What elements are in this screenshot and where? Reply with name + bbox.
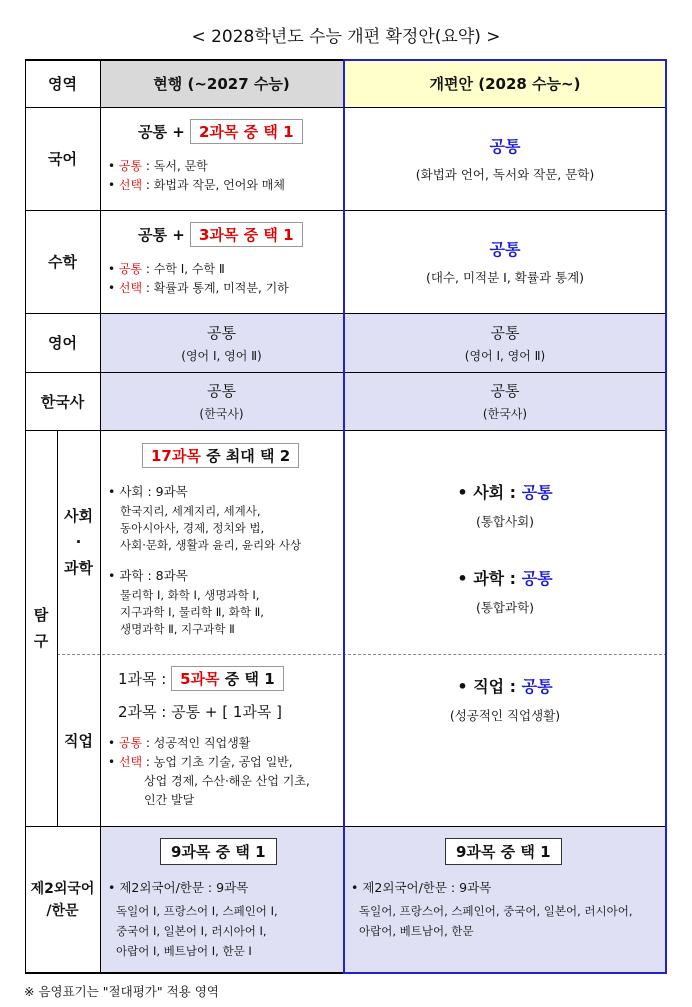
math-cur-bullet1: • 공통 : 수학 Ⅰ, 수학 Ⅱ <box>108 262 225 276</box>
tag: 공통 <box>118 159 143 173</box>
english-reform <box>343 313 667 372</box>
korean-new-title: 공통 <box>489 137 521 156</box>
korean-current <box>100 107 343 210</box>
row-label-history <box>25 372 100 430</box>
new-voc-sub: (성공적인 직업생활) <box>449 708 561 723</box>
footnote: ※ 음영표기는 "절대평가" 적용 영역 <box>24 984 219 999</box>
korean-cur-bullet1: • 공통 : 독서, 문학 <box>108 159 208 173</box>
new-social-label: • 사회 : <box>457 483 522 502</box>
history-reform <box>343 372 667 430</box>
sci-list3: 생명과학 Ⅱ, 지구과학 Ⅱ <box>120 622 235 636</box>
divider <box>25 107 667 108</box>
korean-label: 국어 <box>48 150 77 168</box>
row-label-vocational <box>57 654 100 826</box>
english-current <box>100 313 343 372</box>
social-list1: 한국지리, 세계지리, 세계사, <box>120 504 261 518</box>
text: : 농업 기초 기술, 공업 일반, <box>142 755 293 769</box>
border-bottom <box>25 972 667 974</box>
new-sci-label: • 과학 : <box>457 569 522 588</box>
new-sci-value: 공통 <box>521 569 553 588</box>
divider <box>25 372 667 373</box>
social-list2: 동아시아사, 경제, 정치와 법, <box>120 521 265 535</box>
voc-current <box>100 654 343 826</box>
tag: 공통 <box>118 736 143 750</box>
sci-list1: 물리학 Ⅰ, 화학 Ⅰ, 생명과학 Ⅰ, <box>120 588 260 602</box>
divider <box>25 826 667 827</box>
tag: 선택 <box>118 178 143 192</box>
divider <box>25 430 667 431</box>
voc-bullet2-line3: 인간 발달 <box>144 793 195 807</box>
socsci-reform <box>343 430 667 654</box>
sci-list2: 지구과학 Ⅰ, 물리학 Ⅱ, 화학 Ⅱ, <box>120 605 264 619</box>
voc-bullet1: • 공통 : 성공적인 직업생활 <box>108 736 251 750</box>
text: : 수학 Ⅰ, 수학 Ⅱ <box>142 262 225 276</box>
row-label-math <box>25 210 100 313</box>
history-cur-title: 공통 <box>207 382 236 400</box>
new-social <box>343 480 667 503</box>
text: : 화법과 작문, 언어와 매체 <box>142 178 285 192</box>
text: : 독서, 문학 <box>142 159 208 173</box>
history-new-sub: (한국사) <box>482 407 528 421</box>
border-left <box>25 59 26 974</box>
divider <box>25 210 667 211</box>
voc-line2: 2과목 : 공통 + [ 1과목 ] <box>118 703 282 721</box>
english-cur-sub: (영어 Ⅰ, 영어 Ⅱ) <box>181 348 262 363</box>
math-cur-plus: + <box>166 226 190 244</box>
foreign-cur-list2: 중국어 Ⅰ, 일본어 Ⅰ, 러시아어 Ⅰ, <box>116 924 267 938</box>
voc-reform <box>343 654 667 826</box>
border-right <box>666 59 667 974</box>
voc-bullet2: • 선택 : 농업 기초 기술, 공업 일반, <box>108 755 293 769</box>
korean-reform <box>343 107 667 210</box>
english-new-title: 공통 <box>490 323 520 342</box>
socsci-label1: 사회 <box>64 507 93 525</box>
choice-rest: 중 최대 택 2 <box>200 447 291 465</box>
row-label-korean <box>25 107 100 210</box>
voc-line1-red: 5과목 <box>180 670 220 688</box>
socsci-label2: · <box>75 533 82 551</box>
math-new-title: 공통 <box>489 240 521 259</box>
math-label: 수학 <box>48 253 77 271</box>
header-current-label: 현행 (~2027 수능) <box>153 74 290 93</box>
foreign-cur-list3: 아랍어 Ⅰ, 베트남어 Ⅰ, 한문 Ⅰ <box>116 944 252 958</box>
foreign-new-list2: 아랍어, 베트남어, 한문 <box>359 924 474 938</box>
tag: 공통 <box>118 262 143 276</box>
row-label-english <box>25 313 100 372</box>
math-cur-bullet2: • 선택 : 확률과 통계, 미적분, 기하 <box>108 281 289 295</box>
foreign-new-list1: 독일어, 프랑스어, 스페인어, 중국어, 일본어, 러시아어, <box>359 904 633 918</box>
tag: 선택 <box>118 755 143 769</box>
header-area <box>25 59 100 107</box>
sci-head: • 과학 : 8과목 <box>108 568 188 583</box>
new-voc <box>343 674 667 697</box>
divider <box>57 430 58 826</box>
english-new-sub: (영어 Ⅰ, 영어 Ⅱ) <box>464 348 546 363</box>
text: : 확률과 통계, 미적분, 기하 <box>142 281 289 295</box>
social-head: • 사회 : 9과목 <box>108 484 188 499</box>
foreign-current <box>100 826 343 974</box>
divider <box>25 313 667 314</box>
history-current <box>100 372 343 430</box>
english-cur-title: 공통 <box>207 323 236 342</box>
inquiry-label2: 구 <box>33 632 49 650</box>
foreign-cur-head: • 제2외국어/한문 : 9과목 <box>108 880 249 895</box>
reform-table <box>25 59 667 974</box>
voc-bullet2-line2: 상업 경제, 수산·해운 산업 기초, <box>144 774 310 788</box>
korean-new-sub: (화법과 언어, 독서와 작문, 문학) <box>415 167 595 182</box>
header-current <box>100 59 343 107</box>
math-cur-choice: 3과목 중 택 1 <box>190 222 303 247</box>
math-cur-common: 공통 <box>138 226 167 244</box>
voc-line1-rest: 중 택 1 <box>219 670 275 688</box>
foreign-cur-list1: 독일어 Ⅰ, 프랑스어 Ⅰ, 스페인어 Ⅰ, <box>116 904 278 918</box>
foreign-new-choice: 9과목 중 택 1 <box>445 838 562 865</box>
socsci-cur-choice <box>142 443 299 468</box>
korean-cur-plus: + <box>166 123 190 141</box>
socsci-current <box>100 430 343 654</box>
page-title: < 2028학년도 수능 개편 확정안(요약) > <box>191 27 501 47</box>
korean-cur-common: 공통 <box>138 123 167 141</box>
divider <box>100 59 101 974</box>
border-top <box>25 59 667 61</box>
row-label-inquiry <box>25 430 57 826</box>
korean-cur-choice: 2과목 중 택 1 <box>190 119 303 144</box>
new-sci <box>343 566 667 589</box>
history-cur-sub: (한국사) <box>199 407 244 421</box>
history-new-title: 공통 <box>490 382 520 400</box>
text: : 성공적인 직업생활 <box>142 736 251 750</box>
foreign-label2: /한문 <box>46 903 79 919</box>
math-new-sub: (대수, 미적분 Ⅰ, 확률과 통계) <box>425 270 585 285</box>
foreign-label1: 제2외국어 <box>30 881 95 897</box>
math-current <box>100 210 343 313</box>
korean-cur-bullet2: • 선택 : 화법과 작문, 언어와 매체 <box>108 178 285 192</box>
new-social-value: 공통 <box>521 483 553 502</box>
new-voc-label: • 직업 : <box>457 677 522 696</box>
history-label: 한국사 <box>40 392 85 411</box>
math-reform <box>343 210 667 313</box>
row-label-socsci <box>57 430 100 654</box>
social-list3: 사회·문화, 생활과 윤리, 윤리와 사상 <box>120 538 302 552</box>
choice-red: 17과목 <box>151 447 201 465</box>
new-voc-value: 공통 <box>521 677 553 696</box>
voc-label: 직업 <box>64 731 93 750</box>
header-area-label: 영역 <box>48 74 77 93</box>
new-sci-sub: (통합과학) <box>475 600 535 615</box>
tag: 선택 <box>118 281 143 295</box>
inquiry-label1: 탐 <box>33 606 49 624</box>
voc-line1-pre: 1과목 : <box>118 670 172 688</box>
divider-dashed <box>57 654 667 655</box>
foreign-new-head: • 제2외국어/한문 : 9과목 <box>351 880 492 895</box>
row-label-foreign <box>25 826 100 974</box>
new-social-sub: (통합사회) <box>475 514 535 529</box>
header-reform <box>343 59 667 107</box>
english-label: 영어 <box>48 334 77 352</box>
foreign-reform <box>343 826 667 974</box>
header-reform-label: 개편안 (2028 수능~) <box>429 74 581 93</box>
foreign-cur-choice: 9과목 중 택 1 <box>160 838 277 865</box>
voc-line1 <box>118 666 284 691</box>
socsci-label3: 과학 <box>64 559 93 577</box>
